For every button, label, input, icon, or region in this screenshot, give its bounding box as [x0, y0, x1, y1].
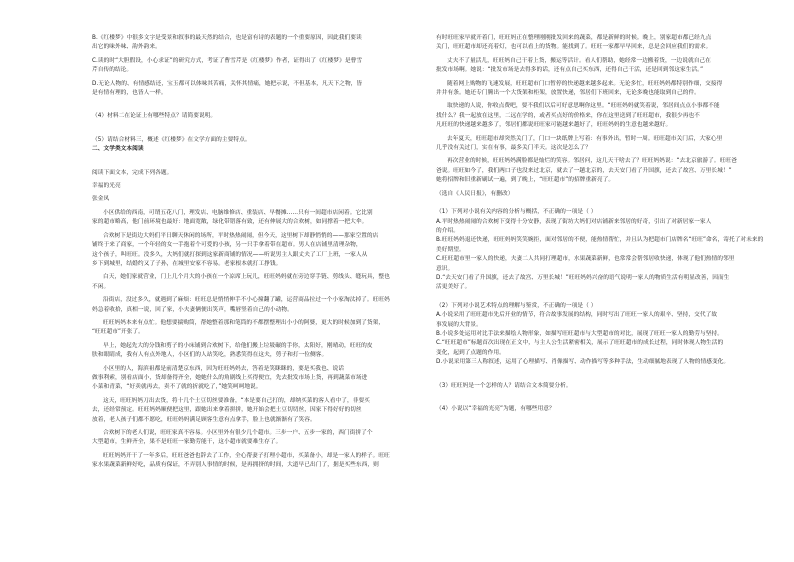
story-paragraph: 丈夫不了量活儿，旺旺妈自己干着上货，搬运等活计。看人们帮助，她经常一边搬着货，一边说就自己在	[447, 57, 711, 64]
right-column	[436, 34, 766, 414]
story-title: 幸福的光亮	[92, 183, 121, 190]
story-paragraph: 合欢树下是街边大妈们平日聊天休闲的场所，平时热热闹闹，但今天，这里树下却静悄悄的——那家空置的店	[103, 232, 379, 239]
q1-option-a: A.平时热热闹闹的合欢树下变得十分安静，表现了街坊大妈们对店铺新来邻居的好奇，引出了对新居家一家人	[436, 218, 712, 225]
q1-option-c: C.旺旺超市里一家人的快递，夫妻二人共同打理超市，水果蔬菜新鲜，也常常会帮邻居收快递，体现了他们热情的邻里	[436, 256, 735, 263]
q1-option-a: 的介绍。	[436, 227, 459, 234]
story-paragraph: 铺终于来了商家，一个年轻的女一手抱着个可爱的小孩，另一只手拿着带在超市。男人在店铺里清理杂物，	[92, 242, 362, 249]
story-paragraph: 关门，旺旺超市却还亮着灯，也可以看上的货物。能找到了。旺旺一家都早早回来，总是会回应我们的需求。	[436, 44, 712, 51]
q2-option-b: B.小说多处运用对比手法来描绘人物形象，如描写旺旺超市与大型超市的对比，展现了旺旺一家人的勤劳与坚持。	[436, 330, 723, 337]
q1-option-d: D.“去天安门看了升国旗，还去了故宫、万里长城！”旺旺妈妈兴奋的语气说明一家人的物质生活有明显改善，因而生	[436, 274, 730, 281]
question-2: （2）下列对小说艺术特点的理解与鉴赏，不正确的一项是（ ）	[436, 302, 597, 309]
story-paragraph: 几乎没有关过门，实在有事，最多关门半天。这次是怎么了？	[436, 145, 591, 152]
story-paragraph: 取快递的人说，你收点费吧，要不我们以后可好意思啊你这里。“旺旺妈妈就笑着说，邻居间点点小事都不能	[447, 103, 720, 110]
story-paragraph: 再次营业的时候，旺旺妈妈满脸都是灿烂的笑容。邻居问，这几天干啥去了？旺旺妈妈说：“去北京旅游了。旺旺爸	[447, 158, 737, 165]
question-1: （1）下列对小说有关内容的分析与概括，不正确的一项是（ ）	[436, 209, 597, 216]
story-paragraph: 放着，老人孩子们都不愿吃，旺旺妈妈满足顾客生意有点拿手，脸上也就渐渐有了笑容。	[92, 416, 316, 423]
story-paragraph: 凡旺旺的快递越来越多了，邻居们都说旺旺家可能越来越好了，旺旺妈妈的生意也越来越好。	[436, 122, 672, 129]
q2-option-a: 事发展的大背景。	[436, 321, 482, 328]
story-paragraph: 旺旺妈妈本来有点忙。他想要揣购筒，帮她整着那和笔筒的不都摆整理出小小的阿婆，更大的时候加到了货架，	[103, 319, 385, 326]
option-c-line: C.读的时“大胆假设，小心求证”的研究方式，考证了曹雪芹是《红楼梦》作者，证得出了《红楼梦》是曹雪	[92, 57, 363, 64]
story-paragraph: 合欢树下的老人们说，旺旺家真不容易。小区里外有很少几个超市。三步一户、五步一家的，西门街拼了个	[103, 430, 373, 436]
story-paragraph: 爸说。旺旺如今了，我们两口子也没来过北京，就去了一趟北京的，去天安门看了升国旗，还去了故宫、万里长城！”	[436, 167, 732, 174]
story-paragraph: 去年夏天，旺旺超市却突然关门了，门口一块纸牌上写着：有事外出，暂时一周。旺旺超市关门后，大家心里	[447, 135, 723, 142]
reading-instruction: 阅读下面文本，完成下列各题。	[92, 169, 173, 176]
story-paragraph: 随着网上购物的飞速发展，旺旺超市门口暂停的快递越来越多起来。无论多忙，旺旺妈妈都特别作细，交接得	[447, 80, 723, 87]
story-paragraph: 大型超市，生鲜齐全，果不是旺旺一家勤劳能干，这小超市就要难生存了。	[92, 439, 282, 446]
option-d-line: D.无论人物的、有情感结还，宝玉都可以体味其苦痛，关怀其情痛，她把示说，不但基本，凡天下之物，皆	[92, 80, 363, 87]
story-paragraph: 沿街店，没过多久，就遇到了麻烦：旺旺总是悄悄伸手不小心撞翻了罐，运营商品拉过一个小家淘汰掉了。旺旺妈	[103, 297, 390, 304]
q1-option-b: B.旺旺妈妈退还快递，旺旺妈妈笑笑婉拒，面对邻居的不便，能热情帮忙，并且认为把超市门店牌名“旺旺”命名，寄托了对未来的	[436, 237, 764, 244]
story-paragraph: 旺旺妈妈开干了一年多后，旺旺爸爸也辞去了工作，全心帮妻子打理小超市，买菜备小，却是一家人的样子。旺旺	[103, 452, 390, 459]
story-paragraph: 不闲。	[92, 283, 110, 290]
option-b-line: 出它的味外味、韵外韵来。	[92, 44, 161, 51]
story-paragraph: 小区供给的西南，可谓五花八门，理发店、电脑维修店、重装店、早餐摊……只有一间超市店闲着。它比别	[103, 209, 373, 216]
q2-option-a: A.小说采用了旺旺超市先后开业的情节，符合故事发展的结构，同时写出了旺旺一家人的艰辛、坚持，交代了故	[436, 312, 718, 319]
section-heading: 二、文学类文本阅读	[92, 146, 144, 153]
story-paragraph: 这个孩子，叫旺旺。没多久，大妈们就打探到这家新商铺的情况——听说男主人跟丈夫了工厂上班，一家人从	[92, 251, 368, 258]
story-paragraph: 找什么？我一起放在这里，二远在学的，或者买点好的价格来，你在这里送到了旺旺超市，我很少再也不	[436, 112, 700, 119]
story-author: 张金凤	[92, 196, 110, 203]
q2-option-c: C.“旺旺超市”标题首次出现在正文中，与主人公生活紧密相关，展示了旺旺超市的成长过程，同时体现人物生活的	[436, 340, 724, 347]
story-paragraph: “旺旺超市”开张了。	[92, 329, 144, 336]
story-paragraph: 批发市场啊。她说：“批发市场是去得多的话，还有点自己买东西，还得自己干活，还是回到邻这家生活。”	[436, 67, 704, 74]
question-5: （5）请结合材料三，概述《红楼梦》在文学方面的主要特点。	[92, 136, 251, 143]
story-paragraph: 这天，旺旺妈妈刀出去货，将十几个土豆切丝要准备，“本是要自己打的，却纳买菜的客人看中了，非要买	[103, 397, 370, 404]
story-paragraph: 井井有条。她还专门腾出一个大货架和柜架，放置快递，邻居们下班回来，无论多晚也能取到自己的件。	[436, 90, 700, 97]
story-paragraph: 肤和眼睛成，我有人有点外地人，小区们的人站笑吃，熟悉笑得在这夫，剪子和打一位侧客。	[92, 352, 328, 359]
q1-option-c: 意识。	[436, 265, 454, 272]
option-b-line: B.《红楼梦》中很多文字是受景和叙事的最天然的结合，也是富有诗的表题的一个重要原因，因此我们要读	[92, 35, 362, 41]
story-paragraph: 小区里的人，海滨祖都是前清楚京东西，因为旺旺妈妈去，答着是笑眯眯的，要是买我也、说话	[103, 365, 344, 372]
story-paragraph: 去，还经常预定。旺旺妈妈顺便把这里，跟她出来拿着拼拼，她开始会把土豆切切丝，因家下得好好的切丝	[92, 407, 362, 414]
q1-option-d: 活更美好了。	[436, 284, 471, 291]
story-source: （选自《人民日报》，有删改）	[436, 190, 514, 197]
story-paragraph: 做事利索，别看店面小，货却备得齐全，她她什么的角剧线上买得便宜，先去批发市场上货，再到蔬菜市场进	[92, 374, 368, 381]
story-paragraph: 家的超市略高，他门前环境也最好：地面宽敞，绿化带错落有致，还有伸展大的合欢树，如同撑着一把大伞。	[92, 219, 368, 226]
question-3: （3）旺旺妈是一个怎样的人？请结合文本简要分析。	[436, 382, 572, 389]
story-paragraph: 白天，她们家就营业，门上几个月大的小孩在一个凉席上玩儿，旺旺妈妈就在旁边穿手链、剪线头、缝玩具，整也	[103, 274, 390, 281]
story-paragraph: 家水果蔬菜新鲜好吃，品质有保证，不弄别人事情的时候，是再拥挤的时间，大道早已出门了，据是买些东西，则	[92, 462, 379, 469]
story-paragraph: 小菜和青菜，“好卖就再去，卖不了就的折就吃了，”她笑呵呵地说。	[92, 384, 262, 391]
left-column	[92, 34, 422, 471]
question-4: （4）小说以“幸福的光亮”为题，有哪些用意？	[436, 406, 555, 412]
q2-option-c: 变化，起到了点题的作用。	[436, 349, 505, 356]
question-4: （4）材料二在论证上有哪些特点？请简要说明。	[92, 113, 217, 120]
story-paragraph: 乡下到城里，结婚约又了子孙，在城里安家不容易。老家根本就打工挣钱。	[92, 260, 282, 267]
q2-option-d: D.小说采用第三人称叙述，运用了心理描写、肖像描写、动作描写等多种手法，生动细腻地表现了人物的情感变化。	[436, 359, 730, 366]
story-paragraph: 早上，她起先大的分钱和剪子的小床铺到合欢树下，给他们搬上垃圾碾的手你，太阳好，刚晴动，旺旺的皮	[103, 342, 373, 349]
option-d-line: 是有情有理的，也皆人一样。	[92, 90, 167, 97]
q1-option-b: 美好期望。	[436, 246, 465, 253]
option-c-line: 芹自传的结论。	[92, 67, 133, 74]
story-paragraph: 她将招牌和旧重新刷试一遍，到了晚上，“旺旺超市”的招牌重新亮了。	[436, 177, 615, 184]
story-paragraph: 妈急着收拾，真相一说，回了家，小夫妻俩便出笑声，嘴唇竖着自己的小动物。	[92, 306, 293, 313]
story-paragraph: 有时旺旺家早就开着门，旺旺妈正在整理刚刚批发回来的蔬菜，都是新鲜的时候。晚上，别家超市都已经九点	[436, 35, 712, 41]
